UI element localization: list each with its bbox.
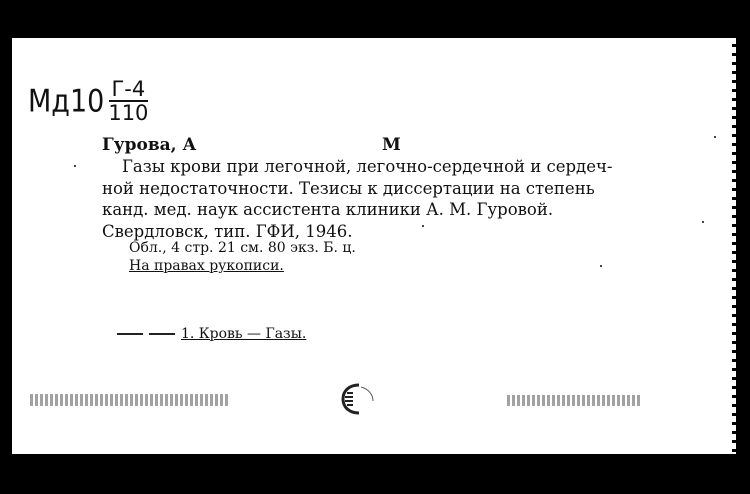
faded-stamp-right	[507, 395, 642, 406]
description-line: ной недостаточности. Тезисы к диссертации на степень	[102, 178, 595, 198]
dash-mark	[149, 333, 175, 335]
shelf-mark	[28, 78, 148, 124]
speck	[600, 265, 602, 267]
author-heading	[102, 135, 401, 155]
shelf-mark-denominator: 110	[108, 101, 149, 125]
author-surname: Гурова, А	[102, 135, 197, 155]
description-line: Газы крови при легочной, легочно-сердечной и сердеч-	[122, 157, 613, 176]
annotation-line: На правах рукописи.	[129, 258, 284, 274]
shelf-mark-fraction	[108, 78, 148, 124]
faded-stamp-left	[30, 394, 230, 406]
punch-hole-icon	[339, 381, 379, 417]
subject-heading	[117, 326, 306, 342]
catalog-card	[12, 38, 734, 454]
speck	[422, 225, 424, 227]
author-initial: М	[382, 135, 401, 155]
description-line: Свердловск, тип. ГФИ, 1946.	[102, 221, 353, 241]
dash-mark	[117, 333, 143, 335]
speck	[74, 165, 76, 167]
speck	[702, 221, 704, 223]
description-line: канд. мед. наук ассистента клиники А. М. Гуровой.	[102, 200, 554, 219]
subject-heading-text: 1. Кровь — Газы.	[181, 326, 307, 342]
speck	[714, 136, 716, 138]
shelf-mark-main: Мд10	[28, 83, 105, 119]
shelf-mark-numerator: Г-4	[109, 78, 149, 102]
bibliographic-description	[102, 156, 665, 242]
card-edge-noise	[732, 38, 736, 454]
collation-line: Обл., 4 стр. 21 см. 80 экз. Б. ц.	[129, 240, 356, 256]
